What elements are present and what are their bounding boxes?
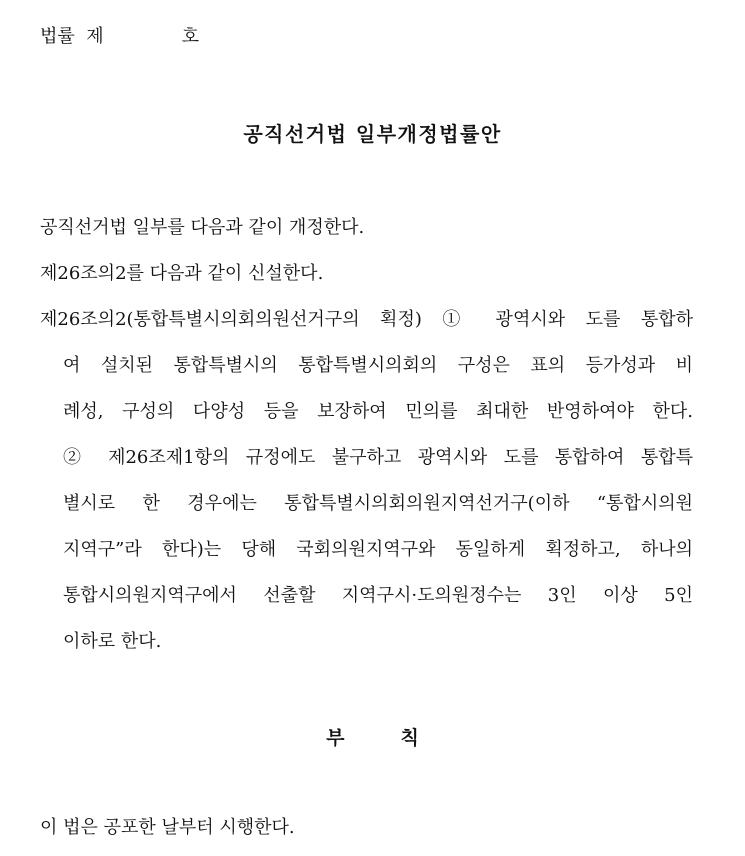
article-line: 이하로 한다. <box>63 631 162 652</box>
article-line: 별시로 한 경우에는 통합특별시의회의원지역선거구(이하 “통합시의원 <box>63 493 693 514</box>
addenda-heading-char: 부 <box>326 727 345 749</box>
addenda-heading-char: 칙 <box>400 727 419 749</box>
bill-title: 공직선거법 일부개정법률안 <box>243 122 502 146</box>
article-line: 제26조의2(통합특별시의회의원선거구의 획정) ① 광역시와 도를 통합하 <box>40 309 693 330</box>
article-line: 지역구”라 한다)는 당해 국회의원지역구와 동일하게 획정하고, 하나의 <box>63 539 693 560</box>
article-line: ② 제26조제1항의 규정에도 불구하고 광역시와 도를 통합하여 통합특 <box>63 447 693 468</box>
article-line: 례성, 구성의 다양성 등을 보장하여 민의를 최대한 반영하여야 한다. <box>63 401 693 422</box>
law-number <box>40 25 693 49</box>
law-number-suffix: 호 <box>181 26 199 47</box>
article-line: 통합시의원지역구에서 선출할 지역구시·도의원정수는 3인 이상 5인 <box>63 585 693 606</box>
intro-text: 공직선거법 일부를 다음과 같이 개정한다. <box>40 217 365 238</box>
article-line: 여 설치된 통합특별시의 통합특별시의회의 구성은 표의 등가성과 비 <box>63 355 693 376</box>
law-number-prefix: 법률 제 <box>40 26 104 47</box>
addenda-heading <box>0 723 745 750</box>
new-article-note: 제26조의2를 다음과 같이 신설한다. <box>40 263 324 284</box>
addenda-text: 이 법은 공포한 날부터 시행한다. <box>40 817 295 838</box>
